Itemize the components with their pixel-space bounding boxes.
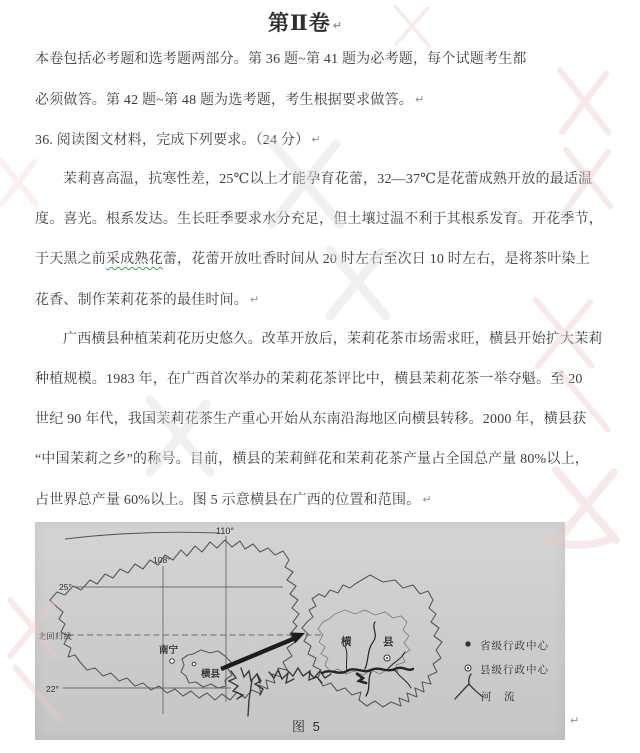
page-title-text: 第Ⅱ卷: [268, 11, 331, 35]
river-branch-southeast: [395, 670, 411, 688]
text-line: 占世界总产量 60%以上。图 5 示意横县在广西的位置和范围。 ↵: [35, 493, 432, 508]
paragraph-return-mark: ↵: [250, 293, 260, 306]
river-knot: [357, 674, 366, 683]
text-line: 36. 阅读图文材料，完成下列要求。（24 分） ↵: [35, 133, 321, 148]
document-body: [35, 50, 603, 530]
page-title: [35, 7, 576, 37]
legend-label-county: 县级行政中心: [480, 664, 549, 676]
text-line: 必须做答。第 42 题~第 48 题为选考题，考生根据要求做答。 ↵: [35, 93, 425, 108]
river-branch-north: [365, 622, 375, 669]
river-icon: [455, 674, 483, 699]
heng-county-inner-boundary: [318, 610, 410, 675]
label-hengxian-small: 横县: [201, 669, 221, 680]
heng-county-enlarged-outline: [302, 575, 442, 707]
guangxi-outline: [50, 540, 299, 700]
spellcheck-underline: 采成熟花: [106, 252, 163, 267]
paragraph-return-mark: ↵: [311, 133, 321, 146]
text-line: 种植规模。1983 年，在广西首次举办的茉莉花茶评比中，横县茉莉花茶一举夺魁。至 20: [35, 372, 583, 387]
river-branch-northwest: [345, 646, 347, 671]
county-admin-center-icon-dot: [467, 667, 469, 669]
figure-map: [35, 522, 565, 740]
text-line: 花香、制作茉莉花茶的最佳时间。 ↵: [35, 293, 260, 308]
text-line: 于天黑之前采成熟花蕾，花蕾开放吐香时间从 20 时左右至次日 10 时左右，是将茶叶染上: [35, 252, 590, 267]
label-parallel-25: 25°: [59, 582, 72, 592]
label-meridian-110: 110°: [216, 526, 234, 536]
legend-label-river: 河 流: [481, 691, 516, 703]
text-line: 广西横县种植茉莉花历史悠久。改革开放后，茉莉花茶市场需求旺，横县开始扩大茉莉: [63, 332, 603, 347]
figure-caption: 图 5: [292, 719, 322, 734]
map-figure-5: [35, 522, 565, 740]
legend-label-province: 省级行政中心: [480, 640, 549, 652]
label-heng-char: 横: [341, 636, 352, 648]
label-nanning: 南宁: [159, 645, 179, 656]
handwriting-scribble: [229, 668, 331, 716]
figure-return-mark: ↵: [570, 714, 580, 727]
nanning-city-marker: [170, 659, 175, 664]
paragraph-return-mark: ↵: [332, 19, 343, 32]
text-line: 茉莉喜高温，抗寒性差，25℃以上才能孕育花蕾，32—37℃是花蕾成熟开放的最适温: [63, 172, 593, 187]
top-border-curve: [65, 532, 218, 539]
province-admin-center-icon: [465, 641, 470, 646]
text-line: 本卷包括必考题和选考题两部分。第 36 题~第 41 题为必考题，每个试题考生都: [35, 52, 527, 67]
text-line: 世纪 90 年代，我国茉莉花茶生产重心开始从东南沿海地区向横县转移。2000 年，横县获: [35, 412, 587, 427]
label-xian-char: 县: [383, 636, 394, 648]
text-line: “中国茉莉之乡”的称号。目前，横县的茉莉鲜花和茉莉花茶产量占全国总产量 80%以上，: [35, 452, 589, 467]
heng-county-center-marker-dot: [386, 657, 388, 659]
label-parallel-22: 22°: [46, 684, 59, 694]
label-meridian-108: 108°: [153, 555, 171, 565]
paragraph-return-mark: ↵: [414, 93, 425, 106]
paragraph-return-mark: ↵: [422, 493, 432, 506]
hengxian-small-marker: [192, 662, 196, 666]
text-line: 度。喜光。根系发达。生长旺季要求水分充足，但土壤过温不利于其根系发育。开花季节，: [35, 212, 603, 227]
locator-arrow-shaft: [221, 639, 293, 669]
label-tropic-of-cancer: 北回归线: [38, 632, 72, 641]
